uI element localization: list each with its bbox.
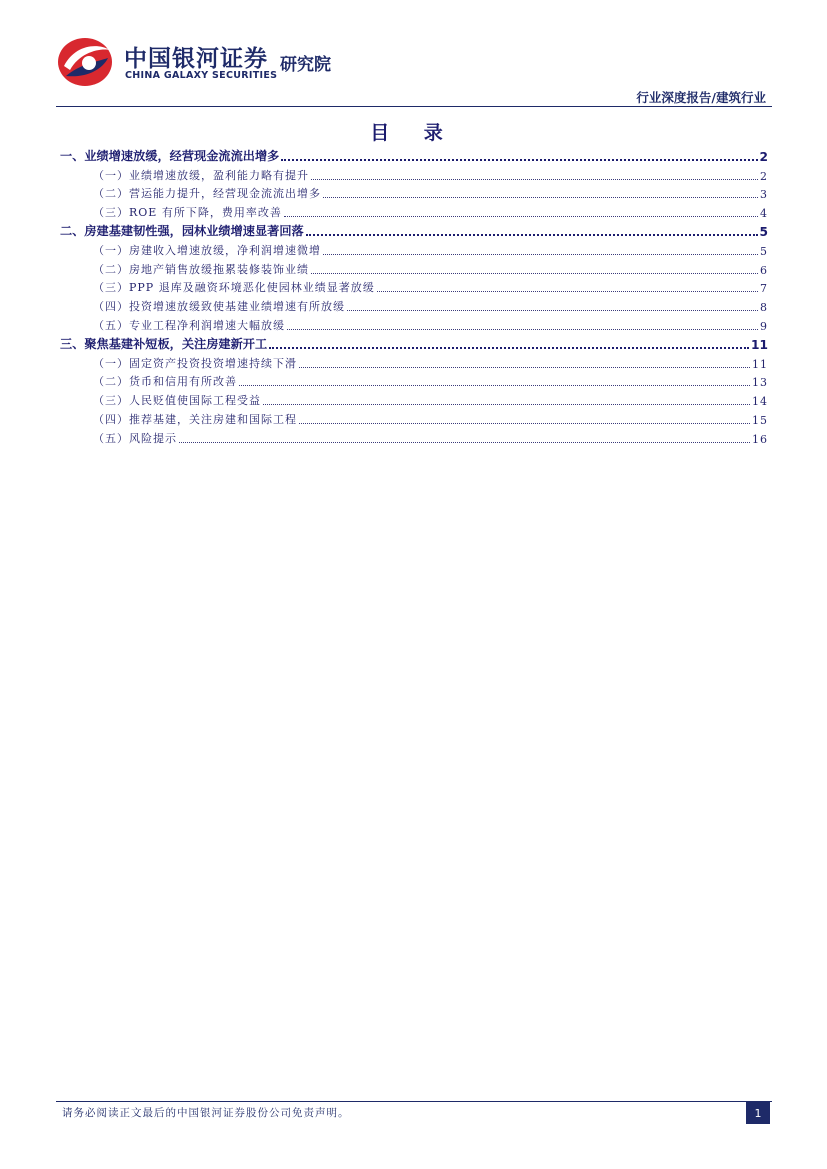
toc-dot-leader [281, 159, 757, 161]
toc-section-entry[interactable] [60, 389, 768, 408]
toc-dot-leader [323, 254, 758, 255]
header-divider [56, 106, 772, 107]
toc-dot-leader [239, 385, 750, 386]
toc-section-entry[interactable] [60, 314, 768, 333]
toc-dot-leader [299, 423, 750, 424]
toc-entry-page: 11 [751, 337, 768, 352]
toc-chapter-entry[interactable] [60, 145, 768, 164]
logo-institute: 研究院 [280, 55, 331, 75]
toc-entry-label: （二）房地产销售放缓拖累装修装饰业绩 [93, 262, 309, 276]
toc-entry-label: 二、房建基建韧性强，园林业绩增速显著回落 [60, 223, 304, 238]
toc-dot-leader [347, 310, 758, 311]
toc-dot-leader [284, 216, 758, 217]
toc-dot-leader [287, 329, 758, 330]
galaxy-logo-icon [56, 36, 114, 88]
toc-entry-page: 5 [759, 224, 768, 239]
toc-dot-leader [311, 179, 758, 180]
toc-entry-page: 16 [752, 432, 768, 446]
toc-entry-page: 9 [760, 319, 768, 333]
table-of-contents [60, 145, 768, 446]
toc-entry-page: 5 [760, 244, 768, 258]
toc-dot-leader [263, 404, 750, 405]
toc-entry-label: （五）专业工程净利润增速大幅放缓 [93, 318, 285, 332]
toc-dot-leader [306, 234, 758, 236]
toc-dot-leader [323, 197, 758, 198]
toc-dot-leader [311, 273, 758, 274]
toc-entry-label: （五）风险提示 [93, 431, 177, 445]
toc-entry-page: 13 [752, 376, 768, 390]
toc-chapter-entry[interactable] [60, 333, 768, 352]
toc-section-entry[interactable] [60, 277, 768, 296]
footer-disclaimer: 请务必阅读正文最后的中国银河证券股份公司免责声明。 [62, 1107, 350, 1119]
toc-dot-leader [269, 347, 749, 349]
toc-section-entry[interactable] [60, 164, 768, 183]
toc-chapter-entry[interactable] [60, 220, 768, 239]
page-number-badge: 1 [746, 1102, 770, 1124]
toc-entry-page: 8 [760, 301, 768, 315]
toc-section-entry[interactable] [60, 408, 768, 427]
logo-chinese-name: 中国银河证券 [124, 46, 268, 72]
toc-title: 目 录 [370, 122, 457, 144]
toc-section-entry[interactable] [60, 201, 768, 220]
toc-section-entry[interactable] [60, 352, 768, 371]
toc-entry-label: 一、业绩增速放缓，经营现金流流出增多 [60, 148, 280, 163]
toc-entry-page: 15 [752, 413, 768, 427]
toc-entry-page: 11 [752, 357, 768, 371]
toc-entry-label: （一）业绩增速放缓，盈利能力略有提升 [93, 168, 309, 182]
toc-section-entry[interactable] [60, 258, 768, 277]
toc-dot-leader [179, 442, 750, 443]
toc-entry-page: 14 [752, 395, 768, 409]
toc-entry-label: （四）推荐基建，关注房建和国际工程 [93, 412, 297, 426]
toc-entry-page: 4 [760, 207, 768, 221]
toc-section-entry[interactable] [60, 371, 768, 390]
page-header [56, 34, 772, 110]
toc-dot-leader [377, 291, 758, 292]
toc-entry-page: 2 [760, 169, 768, 183]
toc-entry-label: （三）ROE 有所下降，费用率改善 [93, 206, 282, 220]
toc-entry-page: 2 [759, 149, 768, 164]
toc-entry-label: （一）固定资产投资投资增速持续下滑 [93, 356, 297, 370]
toc-entry-label: 三、聚焦基建补短板，关注房建新开工 [60, 336, 268, 351]
toc-section-entry[interactable] [60, 427, 768, 446]
footer-divider [56, 1101, 772, 1102]
toc-section-entry[interactable] [60, 295, 768, 314]
toc-entry-label: （四）投资增速放缓致使基建业绩增速有所放缓 [93, 300, 345, 314]
toc-dot-leader [299, 367, 750, 368]
toc-entry-label: （三）人民贬值使国际工程受益 [93, 394, 261, 408]
toc-section-entry[interactable] [60, 239, 768, 258]
toc-entry-label: （二）营运能力提升，经营现金流流出增多 [93, 187, 321, 201]
toc-entry-label: （一）房建收入增速放缓，净利润增速微增 [93, 243, 321, 257]
toc-entry-page: 3 [760, 188, 768, 202]
toc-entry-page: 6 [760, 263, 768, 277]
report-type: 行业深度报告/建筑行业 [636, 90, 766, 105]
toc-entry-page: 7 [760, 282, 768, 296]
toc-section-entry[interactable] [60, 183, 768, 202]
logo-english-name: CHINA GALAXY SECURITIES [125, 70, 278, 81]
toc-entry-label: （二）货币和信用有所改善 [93, 375, 237, 389]
toc-entry-label: （三）PPP 退库及融资环境恶化使园林业绩显著放缓 [93, 281, 375, 295]
